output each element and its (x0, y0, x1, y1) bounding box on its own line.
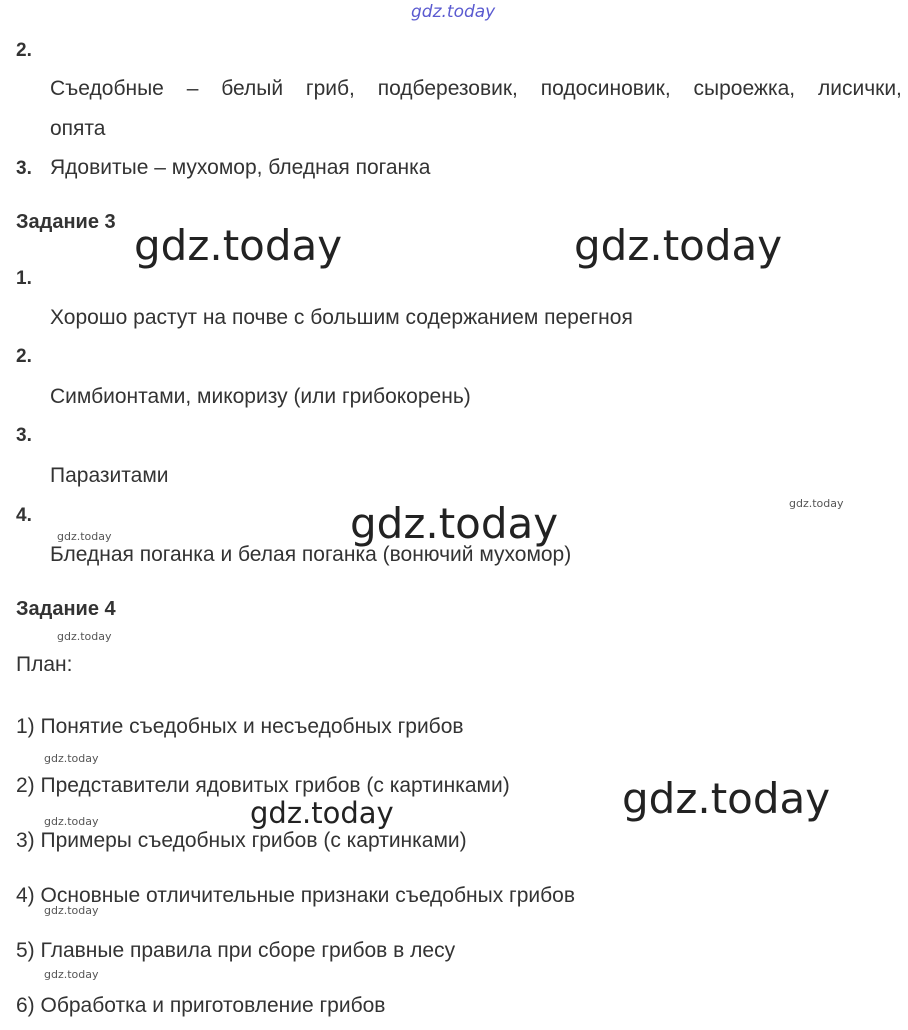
plan-label: План: (16, 653, 73, 676)
poisonous-text: Ядовитые – мухомор, бледная поганка (50, 156, 431, 179)
watermark-small: gdz.today (57, 530, 112, 543)
task3-answer-1: Хорошо растут на почве с большим содержанием перегноя (50, 306, 633, 329)
watermark-small: gdz.today (44, 904, 99, 917)
word: подосиновик, (540, 77, 671, 100)
word: белый (221, 77, 284, 100)
word: Съедобные (50, 77, 164, 100)
item-number: 3. (16, 158, 32, 179)
watermark-small: gdz.today (44, 968, 99, 981)
word: подберезовик, (377, 77, 518, 100)
plan-item: 1) Понятие съедобных и несъедобных грибов (16, 715, 464, 738)
watermark-medium: gdz.today (250, 796, 394, 830)
watermark-small: gdz.today (789, 497, 844, 510)
plan-item: 3) Примеры съедобных грибов (с картинками) (16, 829, 467, 852)
plan-item: 2) Представители ядовитых грибов (с картинками) (16, 774, 510, 797)
item-number: 1. (16, 268, 32, 289)
task3-answer-3: Паразитами (50, 464, 169, 487)
task3-answer-2: Симбионтами, микоризу (или грибокорень) (50, 385, 471, 408)
word: – (186, 77, 199, 100)
task3-answer-4: Бледная поганка и белая поганка (вонючий мухомор) (50, 543, 572, 566)
item-number: 4. (16, 505, 32, 526)
watermark-top: gdz.today (411, 2, 496, 22)
item-number: 3. (16, 425, 32, 446)
word: гриб, (305, 77, 355, 100)
plan-item: 5) Главные правила при сборе грибов в лесу (16, 939, 456, 962)
plan-item: 6) Обработка и приготовление грибов (16, 994, 386, 1017)
watermark-large: gdz.today (350, 499, 559, 548)
edible-line-1 (50, 77, 902, 101)
watermark-small: gdz.today (44, 815, 99, 828)
edible-line-2: опята (50, 117, 106, 140)
watermark-large: gdz.today (574, 221, 783, 270)
watermark-small: gdz.today (57, 630, 112, 643)
word: сыроежка, (693, 77, 796, 100)
watermark-small: gdz.today (44, 752, 99, 765)
watermark-large: gdz.today (622, 774, 831, 823)
word: лисички, (817, 77, 902, 100)
item-number: 2. (16, 40, 32, 61)
task3-title: Задание 3 (16, 211, 116, 233)
watermark-large: gdz.today (134, 221, 343, 270)
task4-title: Задание 4 (16, 598, 116, 620)
item-number: 2. (16, 346, 32, 367)
plan-item: 4) Основные отличительные признаки съедобных грибов (16, 884, 575, 907)
